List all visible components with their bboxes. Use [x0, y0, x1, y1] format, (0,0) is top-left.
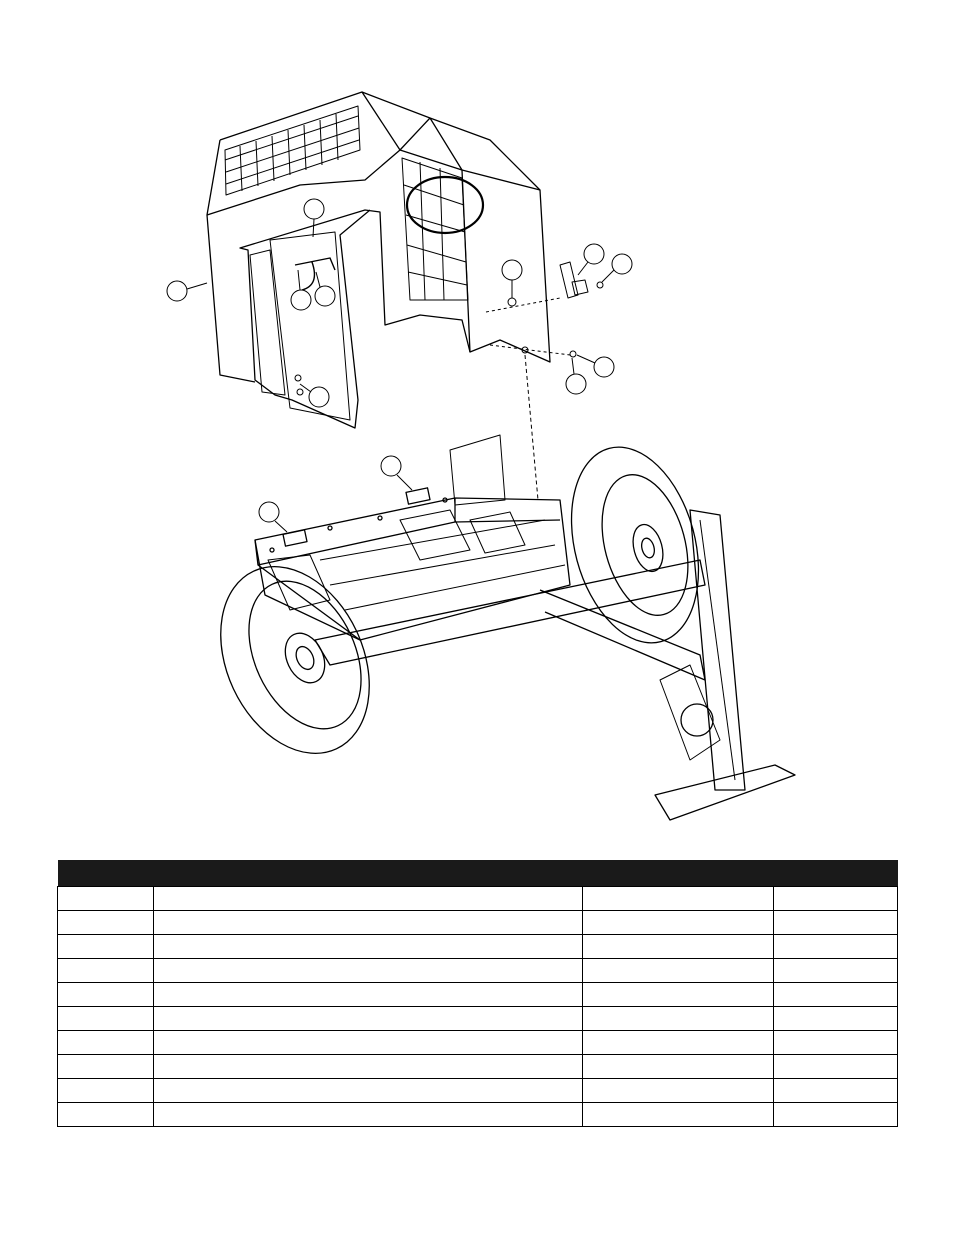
cell-part-number: [583, 1055, 774, 1079]
callout-12: [259, 502, 287, 532]
cell-item: [58, 911, 154, 935]
cell-item: [58, 1031, 154, 1055]
latch-hardware: [295, 262, 603, 395]
cell-item: [58, 1079, 154, 1103]
cell-description: [154, 887, 583, 911]
cell-qty: [774, 911, 898, 935]
cell-part-number: [583, 983, 774, 1007]
header-description: [154, 860, 583, 887]
cell-qty: [774, 1103, 898, 1127]
cell-part-number: [583, 1007, 774, 1031]
cell-description: [154, 1103, 583, 1127]
callout-7: [578, 244, 604, 275]
callout-10: [566, 358, 586, 394]
cell-description: [154, 1031, 583, 1055]
callout-1: [167, 281, 207, 301]
cell-description: [154, 1079, 583, 1103]
cell-item: [58, 1055, 154, 1079]
cell-description: [154, 1007, 583, 1031]
callout-6: [502, 260, 522, 298]
table-header-row: [58, 860, 898, 887]
callout-5: [300, 384, 329, 407]
cell-part-number: [583, 1079, 774, 1103]
table-row: [58, 1079, 898, 1103]
cell-item: [58, 983, 154, 1007]
callout-3: [291, 270, 311, 310]
cell-qty: [774, 1079, 898, 1103]
cell-description: [154, 935, 583, 959]
cell-part-number: [583, 935, 774, 959]
table-row: [58, 1007, 898, 1031]
cell-description: [154, 1055, 583, 1079]
cart-frame: [255, 435, 795, 820]
cell-qty: [774, 935, 898, 959]
header-quantity: [774, 860, 898, 887]
table-row: [58, 887, 898, 911]
cell-qty: [774, 959, 898, 983]
cell-part-number: [583, 959, 774, 983]
table-row: [58, 1103, 898, 1127]
callout-9: [577, 355, 614, 377]
cell-qty: [774, 1007, 898, 1031]
cell-part-number: [583, 1031, 774, 1055]
parts-list-table: [57, 860, 898, 1127]
callout-2: [304, 199, 324, 237]
header-item-number: [58, 860, 154, 887]
cell-item: [58, 1103, 154, 1127]
left-wheel: [192, 542, 398, 777]
cell-qty: [774, 1055, 898, 1079]
header-part-number: [583, 860, 774, 887]
cell-description: [154, 983, 583, 1007]
cell-qty: [774, 1031, 898, 1055]
callout-8: [602, 254, 632, 282]
cell-description: [154, 959, 583, 983]
cell-item: [58, 959, 154, 983]
callout-bubbles: [167, 199, 632, 532]
table-row: [58, 1031, 898, 1055]
table-row: [58, 983, 898, 1007]
cell-item: [58, 887, 154, 911]
table-row: [58, 911, 898, 935]
table-row: [58, 935, 898, 959]
cell-part-number: [583, 1103, 774, 1127]
cell-part-number: [583, 887, 774, 911]
cell-description: [154, 911, 583, 935]
vent-grid-right: [402, 158, 483, 300]
table-row: [58, 959, 898, 983]
callout-4: [315, 272, 335, 306]
cell-item: [58, 935, 154, 959]
callout-11: [381, 456, 412, 490]
cell-qty: [774, 887, 898, 911]
mixer-guard-hood: [207, 92, 603, 500]
table-row: [58, 1055, 898, 1079]
cell-part-number: [583, 911, 774, 935]
cell-qty: [774, 983, 898, 1007]
cell-item: [58, 1007, 154, 1031]
